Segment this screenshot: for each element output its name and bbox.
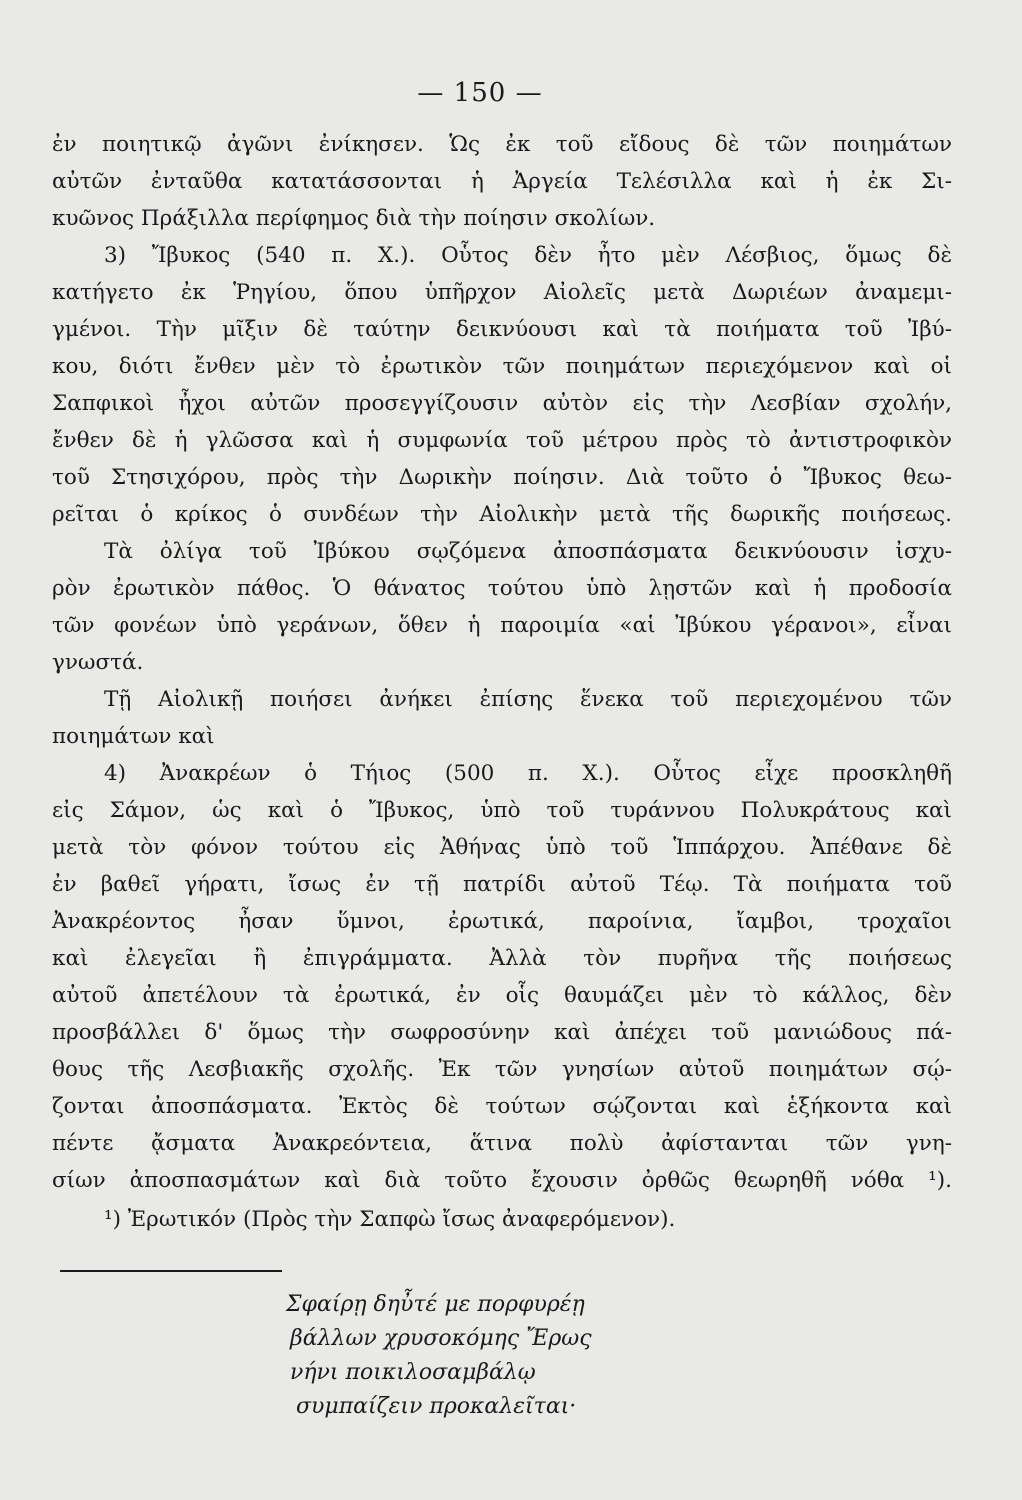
text-line: ζονται ἀποσπάσματα. Ἐκτὸς δὲ τούτων σῴζονται καὶ ἑξήκοντα καὶ [52, 1094, 952, 1119]
text-line: κου, διότι ἔνθεν μὲν τὸ ἐρωτικὸν τῶν ποιημάτων περιεχόμενον καὶ οἱ [52, 354, 952, 379]
page-number: — 150 — [417, 78, 543, 108]
poem-line: συμπαίζειν προκαλεῖται· [296, 1394, 577, 1419]
text-line: εἰς Σάμον, ὡς καὶ ὁ Ἴβυκος, ὑπὸ τοῦ τυράννου Πολυκράτους καὶ [52, 798, 952, 823]
text-line: ἔνθεν δὲ ἡ γλῶσσα καὶ ἡ συμφωνία τοῦ μέτρου πρὸς τὸ ἀντιστροφικὸν [52, 428, 952, 453]
footnote-rule [60, 1270, 282, 1272]
text-line: αὐτοῦ ἀπετέλουν τὰ ἐρωτικά, ἐν οἷς θαυμάζει μὲν τὸ κάλλος, δὲν [52, 983, 952, 1008]
text-line: καὶ ἐλεγεῖαι ἢ ἐπιγράμματα. Ἀλλὰ τὸν πυρῆνα τῆς ποιήσεως [52, 946, 952, 971]
text-line: Σαπφικοὶ ἦχοι αὐτῶν προσεγγίζουσιν αὐτὸν εἰς τὴν Λεσβίαν σχολήν, [52, 391, 952, 416]
poem-line: βάλλων χρυσοκόμης Ἔρως [290, 1326, 592, 1351]
body-text [52, 126, 952, 1238]
text-line: ἐν βαθεῖ γήρατι, ἴσως ἐν τῇ πατρίδι αὐτοῦ Τέῳ. Τὰ ποιήματα τοῦ [52, 872, 952, 897]
text-line: προσβάλλει δ' ὅμως τὴν σωφροσύνην καὶ ἀπέχει τοῦ μανιώδους πά- [52, 1020, 952, 1045]
text-line: τῶν φονέων ὑπὸ γεράνων, ὅθεν ἡ παροιμία «αἱ Ἰβύκου γέρανοι», εἶναι [52, 613, 952, 638]
text-line: Τὰ ὀλίγα τοῦ Ἰβύκου σῳζόμενα ἀποσπάσματα δεικνύουσιν ἰσχυ- [104, 539, 952, 564]
text-line: τοῦ Στησιχόρου, πρὸς τὴν Δωρικὴν ποίησιν. Διὰ τοῦτο ὁ Ἴβυκος θεω- [52, 465, 952, 490]
text-line: ἐν ποιητικῷ ἀγῶνι ἐνίκησεν. Ὡς ἐκ τοῦ εἴδους δὲ τῶν ποιημάτων [52, 132, 952, 157]
text-line: θους τῆς Λεσβιακῆς σχολῆς. Ἐκ τῶν γνησίων αὐτοῦ ποιημάτων σῴ- [52, 1057, 952, 1082]
text-line: ρὸν ἐρωτικὸν πάθος. Ὁ θάνατος τούτου ὑπὸ λῃστῶν καὶ ἡ προδοσία [52, 576, 952, 601]
text-line: κυῶνος Πράξιλλα περίφημος διὰ τὴν ποίησιν σκολίων. [52, 206, 656, 231]
text-line: γμένοι. Τὴν μῖξιν δὲ ταύτην δεικνύουσι καὶ τὰ ποιήματα τοῦ Ἰβύ- [52, 317, 952, 342]
text-line: μετὰ τὸν φόνον τούτου εἰς Ἀθήνας ὑπὸ τοῦ Ἱππάρχου. Ἀπέθανε δὲ [52, 835, 952, 860]
section-heading-ibykos: 3) Ἴβυκος (540 π. Χ.). Οὗτος δὲν ἦτο μὲν Λέσβιος, ὅμως δὲ [104, 243, 952, 268]
text-line: γνωστά. [52, 650, 144, 675]
text-line: Ἀνακρέοντος ἦσαν ὕμνοι, ἐρωτικά, παροίνια, ἴαμβοι, τροχαῖοι [52, 909, 952, 934]
text-line: πέντε ᾄσματα Ἀνακρεόντεια, ἅτινα πολὺ ἀφίστανται τῶν γνη- [52, 1131, 952, 1156]
text-line: αὐτῶν ἐνταῦθα κατατάσσονται ἡ Ἀργεία Τελέσιλλα καὶ ἡ ἐκ Σι- [52, 169, 952, 194]
poem-line: Σφαίρῃ δηὖτέ με πορφυρέῃ [286, 1292, 585, 1317]
text-line: σίων ἀποσπασμάτων καὶ διὰ τοῦτο ἔχουσιν ὀρθῶς θεωρηθῆ νόθα ¹). [52, 1168, 952, 1193]
poem-line: νήνι ποικιλοσαμβάλῳ [290, 1360, 536, 1385]
section-heading-anakreon: 4) Ἀνακρέων ὁ Τήιος (500 π. Χ.). Οὗτος εἶχε προσκληθῆ [104, 761, 952, 786]
text-line: Τῇ Αἰολικῇ ποιήσει ἀνήκει ἐπίσης ἕνεκα τοῦ περιεχομένου τῶν [104, 687, 952, 712]
footnote: ¹) Ἐρωτικόν (Πρὸς τὴν Σαπφὼ ἴσως ἀναφερόμενον). [104, 1207, 676, 1232]
text-line: ρεῖται ὁ κρίκος ὁ συνδέων τὴν Αἰολικὴν μετὰ τῆς δωρικῆς ποιήσεως. [52, 502, 952, 527]
text-line: κατήγετο ἐκ Ῥηγίου, ὅπου ὑπῆρχον Αἰολεῖς μετὰ Δωριέων ἀναμεμι- [52, 280, 952, 305]
footnote-poem [286, 1288, 592, 1424]
text-line: ποιημάτων καὶ [52, 724, 215, 749]
